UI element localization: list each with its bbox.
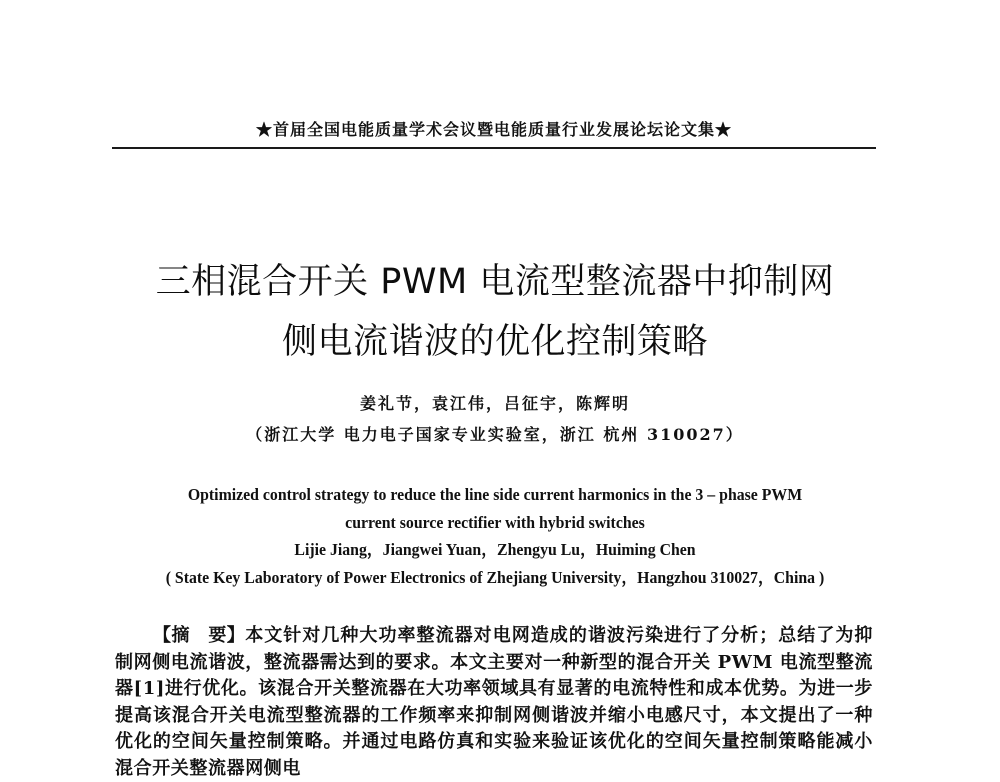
abstract-label: 【摘 要】 [153, 625, 246, 646]
english-authors: Lijie Jiang，Jiangwei Yuan，Zhengyu Lu，Huiming Chen [294, 540, 696, 559]
english-front-matter [100, 481, 890, 591]
english-title-line-2: current source rectifier with hybrid switches [345, 512, 645, 532]
english-affiliation: ( State Key Laboratory of Power Electronics of Zhejiang University，Hangzhou 310027，China ) [165, 567, 825, 587]
affiliation-cn: （浙江大学 电力电子国家专业实验室，浙江 杭州 310027） [246, 425, 744, 444]
header-rule [112, 147, 876, 149]
title-line-1: 三相混合开关 PWM 电流型整流器中抑制网 [155, 262, 835, 302]
authors-cn: 姜礼节，袁江伟，吕征宇，陈辉明 [359, 394, 630, 413]
paper-title-cn [100, 252, 890, 372]
english-title-line-1: Optimized control strategy to reduce the line side current harmonics in the 3 – phase PWM [187, 485, 803, 504]
running-header: ★首届全国电能质量学术会议暨电能质量行业发展论坛论文集★ [255, 120, 732, 139]
abstract [115, 623, 873, 782]
title-line-2: 侧电流谐波的优化控制策略 [281, 322, 708, 362]
abstract-text: 本文针对几种大功率整流器对电网造成的谐波污染进行了分析；总结了为抑制网侧电流谐波，整流器需达到的要求。本文主要对一种新型的混合开关 PWM 电流型整流器[1]进行优化。该混合开关整流器在大功率领域具有显著的电流特性和成本优势。为进一步提高该混合开关电流型整流器的工作频率来抑制网侧谐波并缩小电感尺寸，本文提出了一种优化的空间矢量控制策略。并通过电路仿真和实验来验证该优化的空间矢量控制策略能减小混合开关整流器网侧电 [115, 625, 874, 779]
